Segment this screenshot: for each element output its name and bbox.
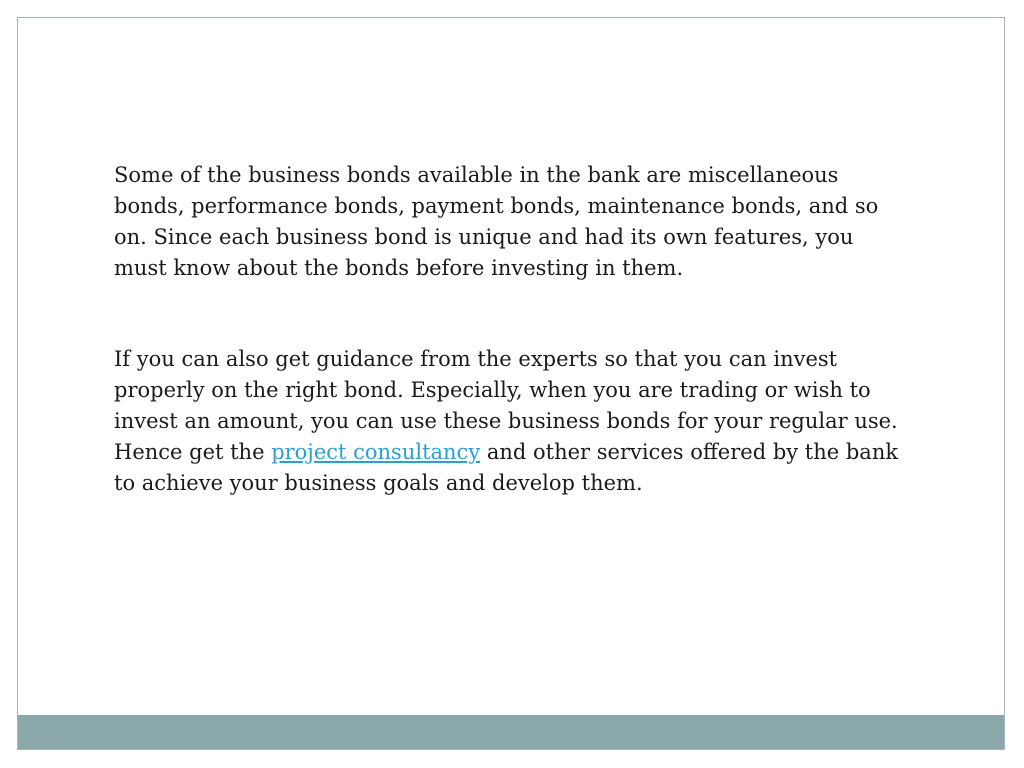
paragraph-guidance-text-end: and other services offered by the bank to achieve your business goals and develop them. [114,440,899,495]
paragraph-guidance [114,344,904,499]
paragraph-guidance-text-start: If you can also get guidance from the experts so that you can invest properly on the right bond. Especially, when you are trading or wish to invest an amount, you can use these business bonds for your regular use. Hence get the [114,347,898,464]
footer-band [18,715,1004,749]
paragraph-bonds-overview: Some of the business bonds available in the bank are miscellaneous bonds, performance bonds, payment bonds, maintenance bonds, and so on. Since each business bond is unique and had its own features, you must know about the bonds before investing in them. [114,163,879,280]
slide [17,17,1005,750]
slide-content [114,160,904,499]
project-consultancy-link[interactable]: project consultancy [271,440,481,464]
